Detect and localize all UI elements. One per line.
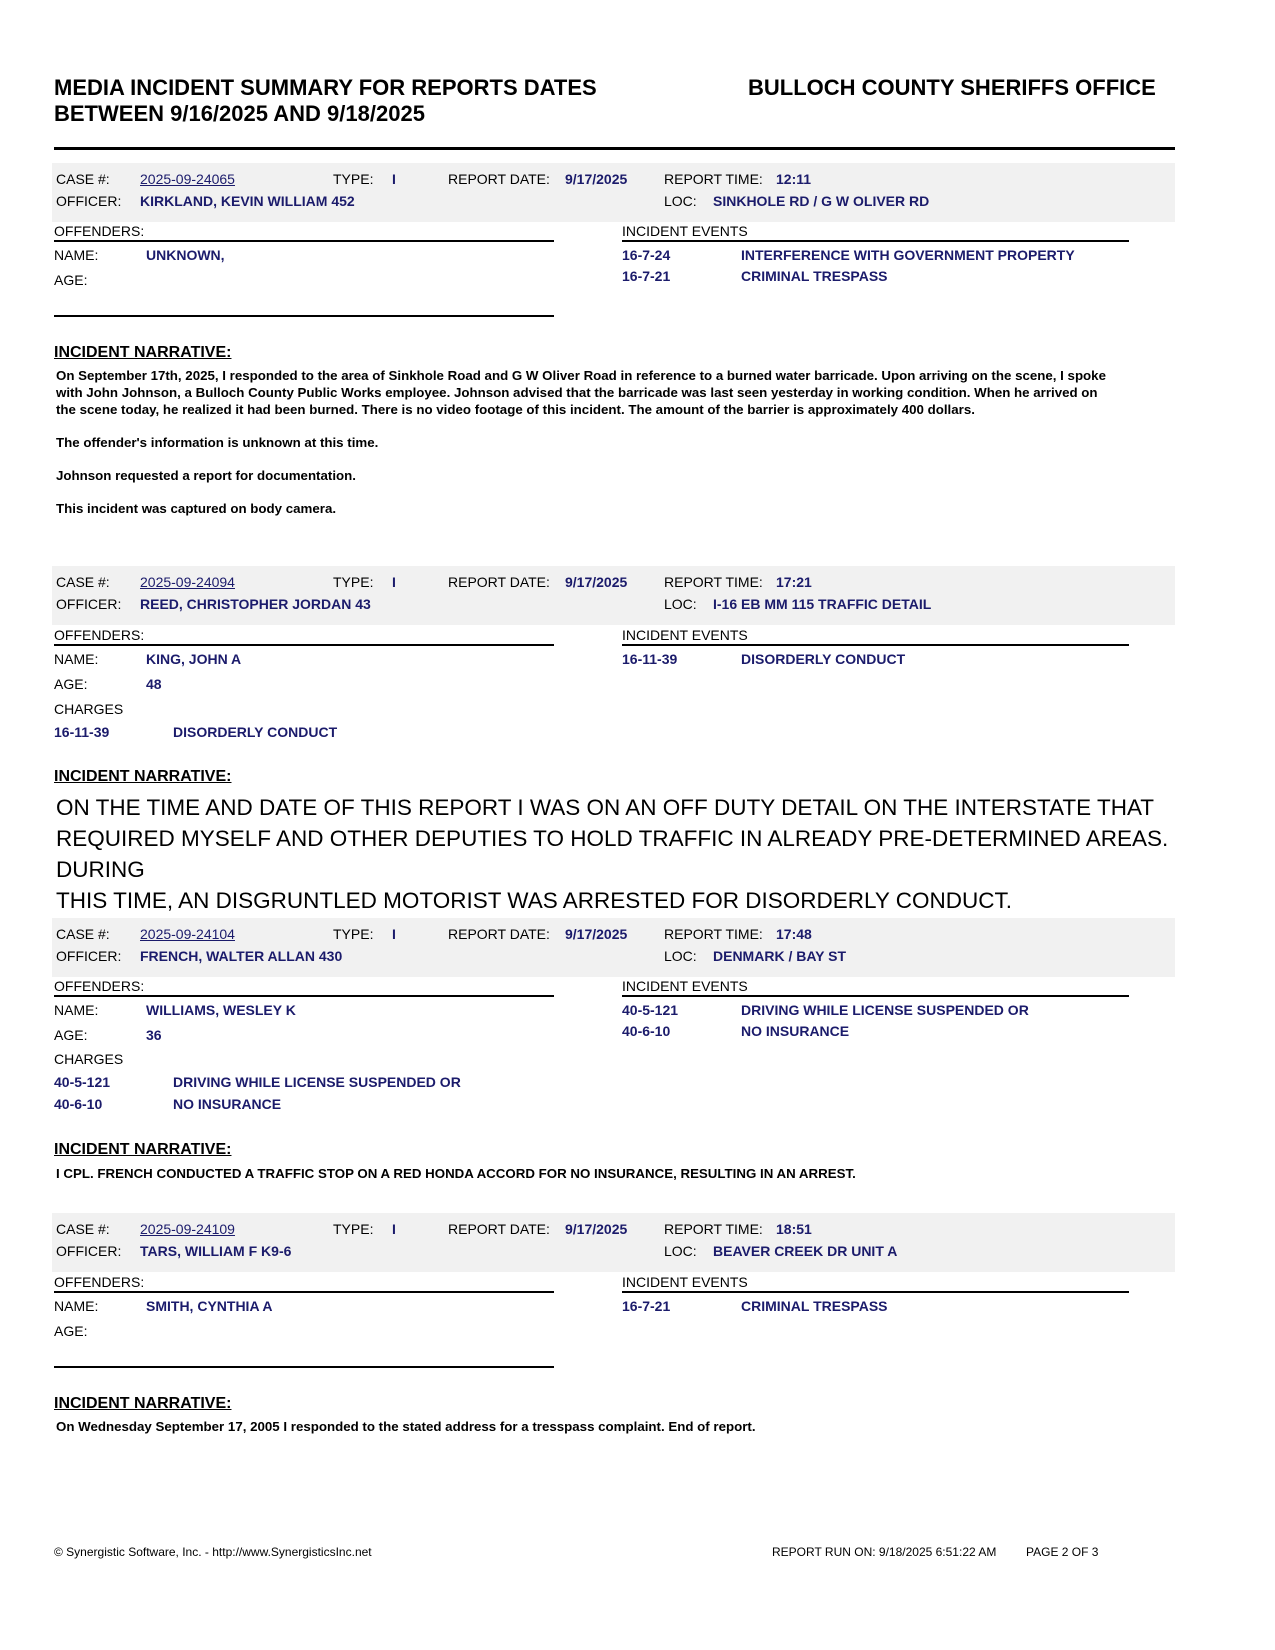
charges-label: CHARGES	[54, 701, 124, 717]
loc-label: LOC:	[664, 596, 697, 612]
event-description: CRIMINAL TRESPASS	[741, 268, 888, 284]
report-title-line-2: BETWEEN 9/16/2025 AND 9/18/2025	[54, 101, 425, 126]
narrative-text	[56, 792, 1206, 916]
report-date-label: REPORT DATE:	[448, 1221, 550, 1237]
report-title	[54, 75, 597, 127]
footer-page-number: PAGE 2 OF 3	[1026, 1545, 1099, 1559]
offenders-heading: OFFENDERS:	[54, 223, 145, 239]
report-date-label: REPORT DATE:	[448, 926, 550, 942]
type-value: I	[392, 1221, 396, 1237]
event-code: 16-7-21	[622, 268, 671, 284]
offender-name-label: NAME:	[54, 651, 99, 667]
report-time-label: REPORT TIME:	[664, 171, 763, 187]
charge-code: 16-11-39	[54, 724, 110, 740]
type-value: I	[392, 171, 396, 187]
report-date-label: REPORT DATE:	[448, 171, 550, 187]
offender-name-label: NAME:	[54, 1298, 99, 1314]
case-label: CASE #:	[56, 171, 110, 187]
offenders-heading: OFFENDERS:	[54, 627, 145, 643]
report-time-value: 12:11	[776, 171, 812, 187]
officer-value: REED, CHRISTOPHER JORDAN 43	[140, 596, 371, 612]
offender-name-value: SMITH, CYNTHIA A	[146, 1298, 273, 1314]
report-date-value: 9/17/2025	[565, 1221, 628, 1237]
narrative-paragraph: On September 17th, 2025, I responded to the area of Sinkhole Road and G W Oliver Road in reference to a burned water barricade. Upon arriving on the scene, I spoke with John Johnson, a Bulloch County Public Works employee. Johnson advised that the barricade was last seen yesterday in working condition. When he arrived on the scene today, he realized it had been burned. There is no video footage of this incident. The amount of the barrier is approximately 400 dollars.	[56, 368, 1106, 417]
event-description: CRIMINAL TRESPASS	[741, 1298, 888, 1314]
officer-label: OFFICER:	[56, 596, 122, 612]
officer-value: TARS, WILLIAM F K9-6	[140, 1243, 292, 1259]
case-number-link[interactable]: 2025-09-24065	[140, 171, 235, 187]
offenders-rule	[54, 240, 554, 242]
loc-label: LOC:	[664, 948, 697, 964]
charge-code: 40-6-10	[54, 1096, 103, 1112]
footer-run-on: REPORT RUN ON: 9/18/2025 6:51:22 AM	[772, 1545, 997, 1559]
type-label: TYPE:	[333, 171, 374, 187]
type-label: TYPE:	[333, 574, 374, 590]
offender-age-label: AGE:	[54, 676, 88, 692]
charge-code: 40-5-121	[54, 1074, 111, 1090]
officer-label: OFFICER:	[56, 1243, 122, 1259]
narrative-text	[56, 1165, 1156, 1198]
report-time-value: 17:48	[776, 926, 812, 942]
officer-value: FRENCH, WALTER ALLAN 430	[140, 948, 343, 964]
offender-name-value: WILLIAMS, WESLEY K	[146, 1002, 296, 1018]
event-description: NO INSURANCE	[741, 1023, 850, 1039]
narrative-line: THIS TIME, AN DISGRUNTLED MOTORIST WAS ARRESTED FOR DISORDERLY CONDUCT.	[56, 888, 1012, 913]
case-number-link[interactable]: 2025-09-24104	[140, 926, 235, 942]
offender-name-label: NAME:	[54, 247, 99, 263]
offenders-rule	[54, 644, 554, 646]
report-time-value: 17:21	[776, 574, 812, 590]
offenders-rule	[54, 1291, 554, 1293]
narrative-text	[56, 367, 1106, 533]
offender-age-value: 48	[146, 676, 162, 692]
offenders-heading: OFFENDERS:	[54, 978, 145, 994]
narrative-heading: INCIDENT NARRATIVE:	[54, 1141, 232, 1158]
offender-name-label: NAME:	[54, 1002, 99, 1018]
offender-name-value: KING, JOHN A	[146, 651, 242, 667]
loc-value: DENMARK / BAY ST	[713, 948, 847, 964]
offender-age-label: AGE:	[54, 1027, 88, 1043]
event-code: 40-6-10	[622, 1023, 671, 1039]
report-date-label: REPORT DATE:	[448, 574, 550, 590]
charge-description: NO INSURANCE	[173, 1096, 282, 1112]
offender-age-label: AGE:	[54, 272, 88, 288]
offender-name-value: UNKNOWN,	[146, 247, 225, 263]
incident-events-rule	[622, 644, 1129, 646]
offenders-rule	[54, 995, 554, 997]
loc-value: BEAVER CREEK DR UNIT A	[713, 1243, 898, 1259]
event-description: INTERFERENCE WITH GOVERNMENT PROPERTY	[741, 247, 1075, 263]
narrative-heading: INCIDENT NARRATIVE:	[54, 344, 232, 361]
narrative-paragraph: On Wednesday September 17, 2005 I responded to the stated address for a tresspass complaint. End of report.	[56, 1419, 756, 1434]
header-rule	[54, 147, 1175, 150]
incident-events-rule	[622, 1291, 1129, 1293]
case-label: CASE #:	[56, 574, 110, 590]
officer-label: OFFICER:	[56, 948, 122, 964]
officer-label: OFFICER:	[56, 193, 122, 209]
offender-age-value: 36	[146, 1027, 162, 1043]
incident-events-heading: INCIDENT EVENTS	[622, 223, 748, 239]
case-number-link[interactable]: 2025-09-24109	[140, 1221, 235, 1237]
event-code: 16-7-21	[622, 1298, 671, 1314]
loc-label: LOC:	[664, 1243, 697, 1259]
narrative-paragraph: Johnson requested a report for documentation.	[56, 468, 356, 483]
report-time-label: REPORT TIME:	[664, 926, 763, 942]
report-date-value: 9/17/2025	[565, 926, 628, 942]
loc-value: SINKHOLE RD / G W OLIVER RD	[713, 193, 930, 209]
report-time-label: REPORT TIME:	[664, 574, 763, 590]
narrative-heading: INCIDENT NARRATIVE:	[54, 768, 232, 785]
footer-copyright: © Synergistic Software, Inc. - http://www.SynergisticsInc.net	[54, 1545, 372, 1559]
offenders-bottom-rule	[54, 315, 554, 317]
narrative-paragraph: This incident was captured on body camera.	[56, 501, 337, 516]
event-code: 16-11-39	[622, 651, 678, 667]
loc-label: LOC:	[664, 193, 697, 209]
narrative-line: REQUIRED MYSELF AND OTHER DEPUTIES TO HOLD TRAFFIC IN ALREADY PRE-DETERMINED AREAS. DURING	[56, 826, 1169, 882]
narrative-paragraph: The offender's information is unknown at this time.	[56, 435, 379, 450]
type-value: I	[392, 926, 396, 942]
report-date-value: 9/17/2025	[565, 171, 628, 187]
offenders-bottom-rule	[54, 1366, 554, 1368]
offender-age-label: AGE:	[54, 1323, 88, 1339]
incident-events-rule	[622, 240, 1129, 242]
event-description: DRIVING WHILE LICENSE SUSPENDED OR	[741, 1002, 1029, 1018]
case-label: CASE #:	[56, 926, 110, 942]
incident-events-heading: INCIDENT EVENTS	[622, 627, 748, 643]
agency-name: BULLOCH COUNTY SHERIFFS OFFICE	[748, 75, 1156, 100]
report-title-line-1: MEDIA INCIDENT SUMMARY FOR REPORTS DATES	[54, 75, 597, 100]
officer-value: KIRKLAND, KEVIN WILLIAM 452	[140, 193, 355, 209]
event-code: 40-5-121	[622, 1002, 679, 1018]
report-date-value: 9/17/2025	[565, 574, 628, 590]
incident-events-heading: INCIDENT EVENTS	[622, 1274, 748, 1290]
charge-description: DRIVING WHILE LICENSE SUSPENDED OR	[173, 1074, 461, 1090]
type-label: TYPE:	[333, 926, 374, 942]
case-label: CASE #:	[56, 1221, 110, 1237]
narrative-heading: INCIDENT NARRATIVE:	[54, 1395, 232, 1412]
narrative-line: ON THE TIME AND DATE OF THIS REPORT I WAS ON AN OFF DUTY DETAIL ON THE INTERSTATE THAT	[56, 795, 1155, 820]
incident-events-rule	[622, 995, 1129, 997]
charge-description: DISORDERLY CONDUCT	[173, 724, 338, 740]
incident-events-heading: INCIDENT EVENTS	[622, 978, 748, 994]
event-code: 16-7-24	[622, 247, 671, 263]
narrative-paragraph: I CPL. FRENCH CONDUCTED A TRAFFIC STOP ON A RED HONDA ACCORD FOR NO INSURANCE, RESULTING IN AN ARREST.	[56, 1166, 856, 1181]
type-value: I	[392, 574, 396, 590]
case-number-link[interactable]: 2025-09-24094	[140, 574, 235, 590]
event-description: DISORDERLY CONDUCT	[741, 651, 906, 667]
charges-label: CHARGES	[54, 1051, 124, 1067]
narrative-text	[56, 1418, 1156, 1451]
loc-value: I-16 EB MM 115 TRAFFIC DETAIL	[713, 596, 932, 612]
report-time-value: 18:51	[776, 1221, 812, 1237]
offenders-heading: OFFENDERS:	[54, 1274, 145, 1290]
report-time-label: REPORT TIME:	[664, 1221, 763, 1237]
type-label: TYPE:	[333, 1221, 374, 1237]
